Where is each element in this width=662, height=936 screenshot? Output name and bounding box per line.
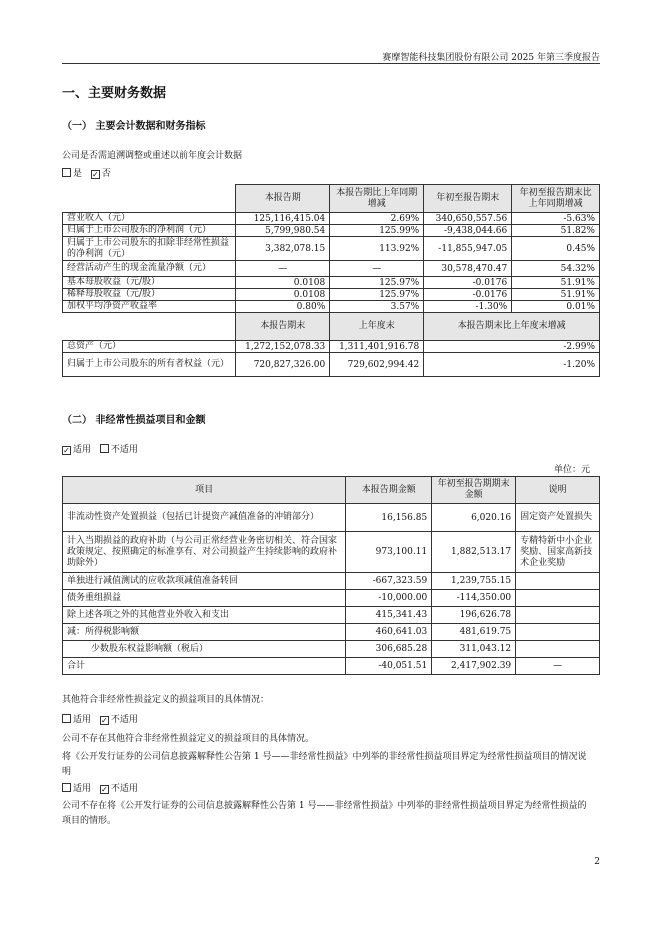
col-header: 本报告期比上年同期增减 xyxy=(330,185,424,213)
col-header: 年初至报告期期末金额 xyxy=(432,477,516,504)
other-items-statement: 公司不存在其他符合非经常性损益定义的损益项目的具体情况。 xyxy=(62,734,315,744)
table-row: 加权平均净资产收益率 0.80% 3.57% -1.30% 0.01% xyxy=(63,301,600,313)
table-row: 单独进行减值测试的应收款项减值准备转回 -667,323.59 1,239,755.15 xyxy=(63,573,600,590)
page-number: 2 xyxy=(594,857,600,867)
table-row: 稀释每股收益（元/股） 0.0108 125.97% -0.0176 51.91% xyxy=(63,289,600,301)
checkbox-checked-icon[interactable]: ✓ xyxy=(92,170,99,179)
col-header: 本报告期末 xyxy=(236,313,330,341)
non-recurring-items-table xyxy=(62,476,600,675)
table-row: 基本每股收益（元/股） 0.0108 125.97% -0.0176 51.91% xyxy=(63,277,600,289)
table-row: 归属于上市公司股东的扣除非经常性损益的净利润（元） 3,382,078.15 113.92% -11,855,947.05 0.45% xyxy=(63,237,600,261)
checkbox-checked-icon[interactable]: ✓ xyxy=(101,716,108,725)
table-row: 少数股东权益影响额（税后） 306,685.28 311,043.12 xyxy=(63,641,600,658)
checkbox-checked-icon[interactable]: ✓ xyxy=(63,446,70,455)
reclassification-heading: 将《公开发行证券的公司信息披露解释性公告第 1 号——非经常性损益》中列举的非经常性损益项目界定为经常性损益项目的情况说明 xyxy=(62,752,587,777)
table-row: 归属于上市公司股东的净利润（元） 5,799,980.54 125.99% -9,438,044.66 51.82% xyxy=(63,225,600,237)
table-row: 债务重组损益 -10,000.00 -114,350.00 xyxy=(63,590,600,607)
checkbox-unchecked-icon[interactable] xyxy=(62,783,71,792)
col-header: 年初至报告期末 xyxy=(424,185,512,213)
reclassification-statement: 公司不存在将《公开发行证券的公司信息披露解释性公告第 1 号——非经常性损益》中列举的非经常性损益项目界定为经常性损益的项目的情形。 xyxy=(62,801,587,826)
checkbox-checked-icon[interactable]: ✓ xyxy=(101,785,108,794)
col-header: 说明 xyxy=(516,477,600,504)
table-row: 总资产（元） 1,272,152,078.33 1,311,401,916.78 -2.99% xyxy=(63,341,600,353)
subsection-title-2: （二） 非经常性损益项目和金额 xyxy=(62,415,206,426)
applicability-options: ✓ 适用 不适用 xyxy=(63,445,138,455)
table-row: 除上述各项之外的其他营业外收入和支出 415,341.43 196,626.78 xyxy=(63,607,600,624)
col-header: 本报告期金额 xyxy=(346,477,432,504)
table-row: 归属于上市公司股东的所有者权益（元） 720,827,326.00 729,602,994.42 -1.20% xyxy=(63,353,600,377)
reclassification-options: 适用 ✓ 不适用 xyxy=(62,781,138,794)
table-row: 非流动性资产处置损益（包括已计提资产减值准备的冲销部分） 16,156.85 6,020.16 固定资产处置损失 xyxy=(63,504,600,532)
report-header: 赛摩智能科技集团股份有限公司 2025 年第三季度报告 xyxy=(382,53,600,63)
checkbox-unchecked-icon[interactable] xyxy=(100,444,109,453)
other-items-heading: 其他符合非经常性损益定义的损益项目的具体情况： xyxy=(62,695,270,705)
checkbox-unchecked-icon[interactable] xyxy=(62,714,71,723)
section-title: 一、主要财务数据 xyxy=(62,86,167,101)
other-items-options: 适用 ✓ 不适用 xyxy=(62,712,138,725)
col-header: 项目 xyxy=(63,477,346,504)
col-header: 本报告期末比上年度末增减 xyxy=(424,313,600,341)
col-header: 上年度末 xyxy=(330,313,424,341)
table-row: 合计 -40,051.51 2,417,902.39 — xyxy=(63,658,600,675)
restatement-question: 公司是否需追溯调整或重述以前年度会计数据 xyxy=(62,151,243,161)
col-header: 本报告期 xyxy=(236,185,330,213)
unit-label: 单位：元 xyxy=(553,465,590,475)
table-row: 营业收入（元） 125,116,415.04 2.69% 340,650,557.56 -5.63% xyxy=(63,213,600,225)
restatement-options: 是 ✓ 否 xyxy=(62,166,111,179)
financial-indicators-table xyxy=(62,184,600,377)
table-row: 计入当期损益的政府补助（与公司正常经营业务密切相关、符合国家政策规定、按照确定的标准享有、对公司损益产生持续影响的政府补助除外） 973,100.11 1,882,513.17 专精特新中小企业奖励、国家高新技术企业奖励 xyxy=(63,532,600,573)
checkbox-unchecked-icon[interactable] xyxy=(62,168,71,177)
table-row: 经营活动产生的现金流量净额（元） — — 30,578,470.47 54.32% xyxy=(63,261,600,277)
header-divider xyxy=(62,63,600,64)
subsection-title-1: （一） 主要会计数据和财务指标 xyxy=(62,121,206,132)
table-row: 减：所得税影响额 460,641.03 481,619.75 xyxy=(63,624,600,641)
col-header: 年初至报告期末比上年同期增减 xyxy=(512,185,600,213)
